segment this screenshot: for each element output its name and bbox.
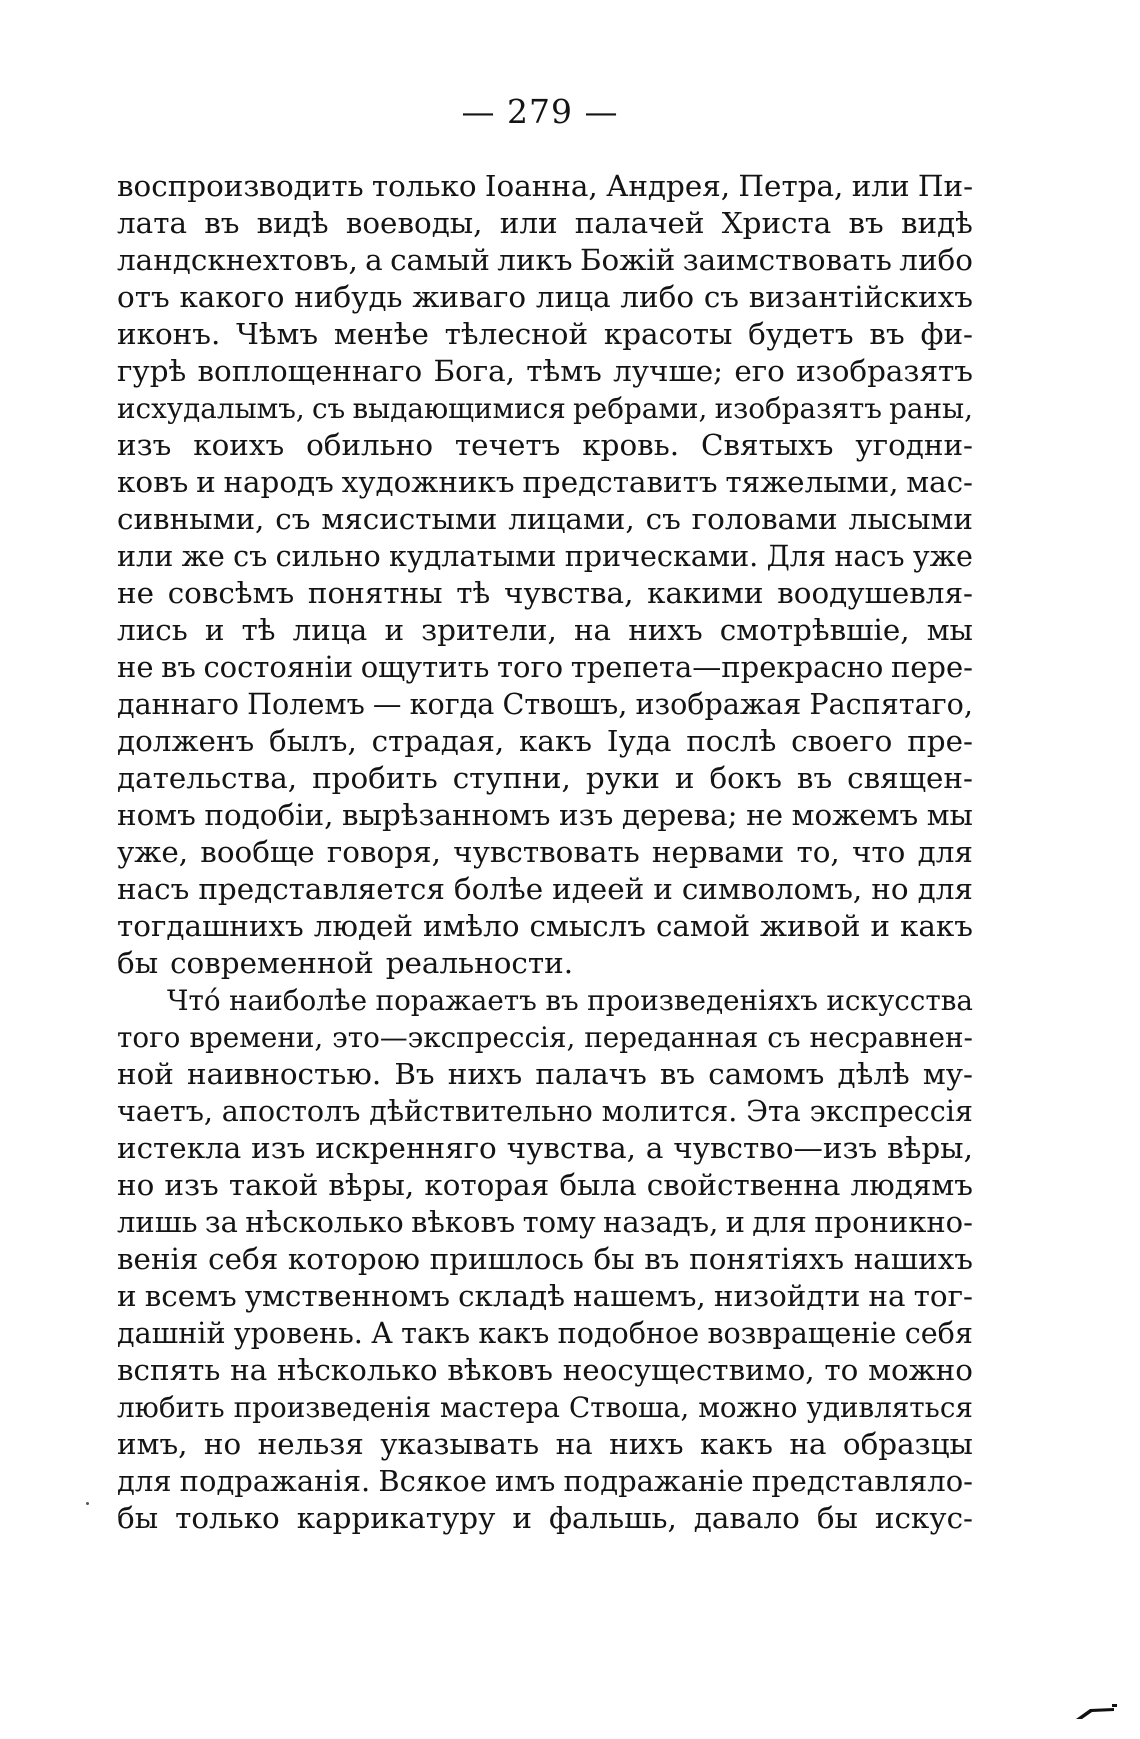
text-line: долженъ былъ, страдая, какъ Іуда послѣ своего пре- bbox=[117, 724, 973, 758]
text-line: того времени, это—экспрессія, переданная съ несравнен- bbox=[117, 1021, 973, 1054]
text-line: не совсѣмъ понятны тѣ чувства, какими воодушевля- bbox=[117, 576, 973, 610]
text-line: гурѣ воплощеннаго Бога, тѣмъ лучше; его изобразятъ bbox=[117, 354, 973, 388]
text-line: ной наивностью. Въ нихъ палачъ въ самомъ дѣлѣ му- bbox=[117, 1057, 973, 1091]
text-line: любить произведенія мастера Ствоша, можно удивляться bbox=[117, 1391, 973, 1424]
text-line: исхудалымъ, съ выдающимися ребрами, изобразятъ раны, bbox=[117, 392, 973, 425]
text-line: иконъ. Чѣмъ менѣе тѣлесной красоты будетъ въ фи- bbox=[117, 317, 973, 351]
text-line: бы современной реальности. bbox=[117, 946, 574, 980]
text-line: сивными, съ мясистыми лицами, съ головами лысыми bbox=[117, 502, 973, 536]
text-line: не въ состояніи ощутить того трепета—прекрасно пере- bbox=[117, 650, 973, 684]
text-line: лата въ видѣ воеводы, или палачей Христа въ видѣ bbox=[117, 206, 973, 240]
text-line: Чтó наиболѣе поражаетъ въ произведеніяхъ искусства bbox=[167, 984, 973, 1017]
text-line: лись и тѣ лица и зрители, на нихъ смотрѣвшіе, мы bbox=[117, 613, 973, 647]
text-line: истекла изъ искренняго чувства, а чувство—изъ вѣры, bbox=[117, 1131, 973, 1165]
text-line: насъ представляется болѣе идеей и символомъ, но для bbox=[117, 872, 973, 906]
text-line: но изъ такой вѣры, которая была свойственна людямъ bbox=[117, 1168, 973, 1202]
text-line: или же съ сильно кудлатыми прическами. Для насъ уже bbox=[117, 539, 973, 573]
text-line: и всемъ умственномъ складѣ нашемъ, низойдти на тог- bbox=[117, 1279, 973, 1313]
text-line: имъ, но нельзя указывать на нихъ какъ на образцы bbox=[117, 1427, 973, 1461]
text-line: бы только каррикатуру и фальшь, давало бы искус- bbox=[117, 1501, 973, 1535]
text-line: воспроизводить только Іоанна, Андрея, Петра, или Пи- bbox=[117, 169, 973, 203]
body-text bbox=[117, 168, 973, 1537]
text-line: отъ какого нибудь живаго лица либо съ византійскихъ bbox=[117, 280, 973, 314]
margin-speck bbox=[86, 1502, 89, 1505]
text-line: даннаго Полемъ — когда Ствошъ, изображая Распятаго, bbox=[117, 687, 973, 721]
text-line: лишь за нѣсколько вѣковъ тому назадъ, и для проникно- bbox=[117, 1205, 973, 1239]
text-line: ковъ и народъ художникъ представитъ тяжелыми, мас- bbox=[117, 465, 973, 499]
page-number: — 279 — bbox=[461, 92, 619, 131]
text-line: для подражанія. Всякое имъ подражаніе представляло- bbox=[117, 1464, 973, 1498]
text-line: номъ подобіи, вырѣзанномъ изъ дерева; не можемъ мы bbox=[117, 798, 973, 832]
text-line: вспять на нѣсколько вѣковъ неосуществимо, то можно bbox=[117, 1353, 973, 1387]
text-line: чаетъ, апостолъ дѣйствительно молится. Эта экспрессія bbox=[117, 1094, 973, 1128]
text-line: ландскнехтовъ, а самый ликъ Божій заимствовать либо bbox=[117, 243, 973, 277]
text-line: венія себя которою пришлось бы въ понятіяхъ нашихъ bbox=[117, 1242, 973, 1276]
text-line: дашній уровень. А такъ какъ подобное возвращеніе себя bbox=[117, 1316, 973, 1350]
text-line: тогдашнихъ людей имѣло смыслъ самой живой и какъ bbox=[117, 909, 973, 943]
text-line: изъ коихъ обильно течетъ кровь. Святыхъ угодни- bbox=[117, 428, 973, 462]
text-line: уже, вообще говоря, чувствовать нервами то, что для bbox=[117, 835, 973, 869]
text-line: дательства, пробить ступни, руки и бокъ въ священ- bbox=[117, 761, 973, 795]
corner-scan-mark-icon bbox=[1074, 1703, 1118, 1721]
